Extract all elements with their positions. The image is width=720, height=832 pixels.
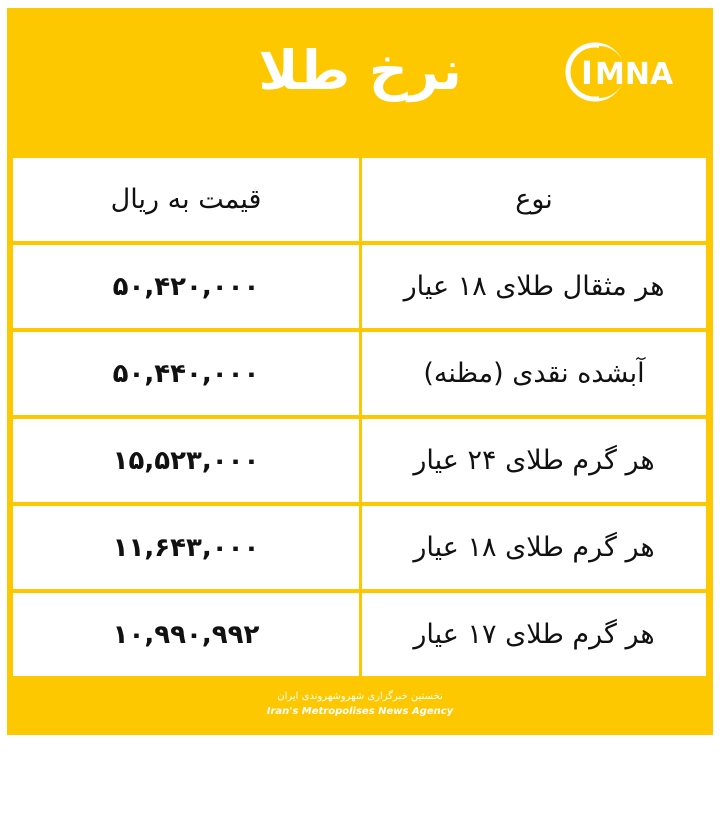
row-price: ۵۰,۴۴۰,۰۰۰ xyxy=(13,332,359,415)
row-type: آبشده نقدی (مظنه) xyxy=(362,332,706,415)
row-price: ۱۵,۵۲۳,۰۰۰ xyxy=(13,419,359,502)
imna-logo xyxy=(563,40,691,104)
row-type: هر گرم طلای ۱۸ عیار xyxy=(362,506,706,589)
svg-text:I: I xyxy=(581,54,593,92)
header-price: قیمت به ریال xyxy=(13,158,359,241)
row-price: ۱۱,۶۴۳,۰۰۰ xyxy=(13,506,359,589)
row-price: ۵۰,۴۲۰,۰۰۰ xyxy=(13,245,359,328)
footer-persian: نخستین خبرگزاری شهروشهروندی ایران xyxy=(277,691,443,702)
svg-text:MNA: MNA xyxy=(595,57,674,92)
table-row xyxy=(13,506,706,589)
row-type: هر گرم طلای ۲۴ عیار xyxy=(362,419,706,502)
table-row xyxy=(13,419,706,502)
table-row xyxy=(13,245,706,328)
page-title: نرخ طلا xyxy=(258,39,462,102)
row-type: هر مثقال طلای ۱۸ عیار xyxy=(362,245,706,328)
footer-english: Iran's Metropolises News Agency xyxy=(266,706,454,717)
table-row xyxy=(13,332,706,415)
header-type: نوع xyxy=(362,158,706,241)
row-price: ۱۰,۹۹۰,۹۹۲ xyxy=(13,593,359,676)
row-type: هر گرم طلای ۱۷ عیار xyxy=(362,593,706,676)
price-table xyxy=(13,158,706,676)
footer xyxy=(240,690,480,720)
table-header-row xyxy=(13,158,706,241)
table-row xyxy=(13,593,706,676)
